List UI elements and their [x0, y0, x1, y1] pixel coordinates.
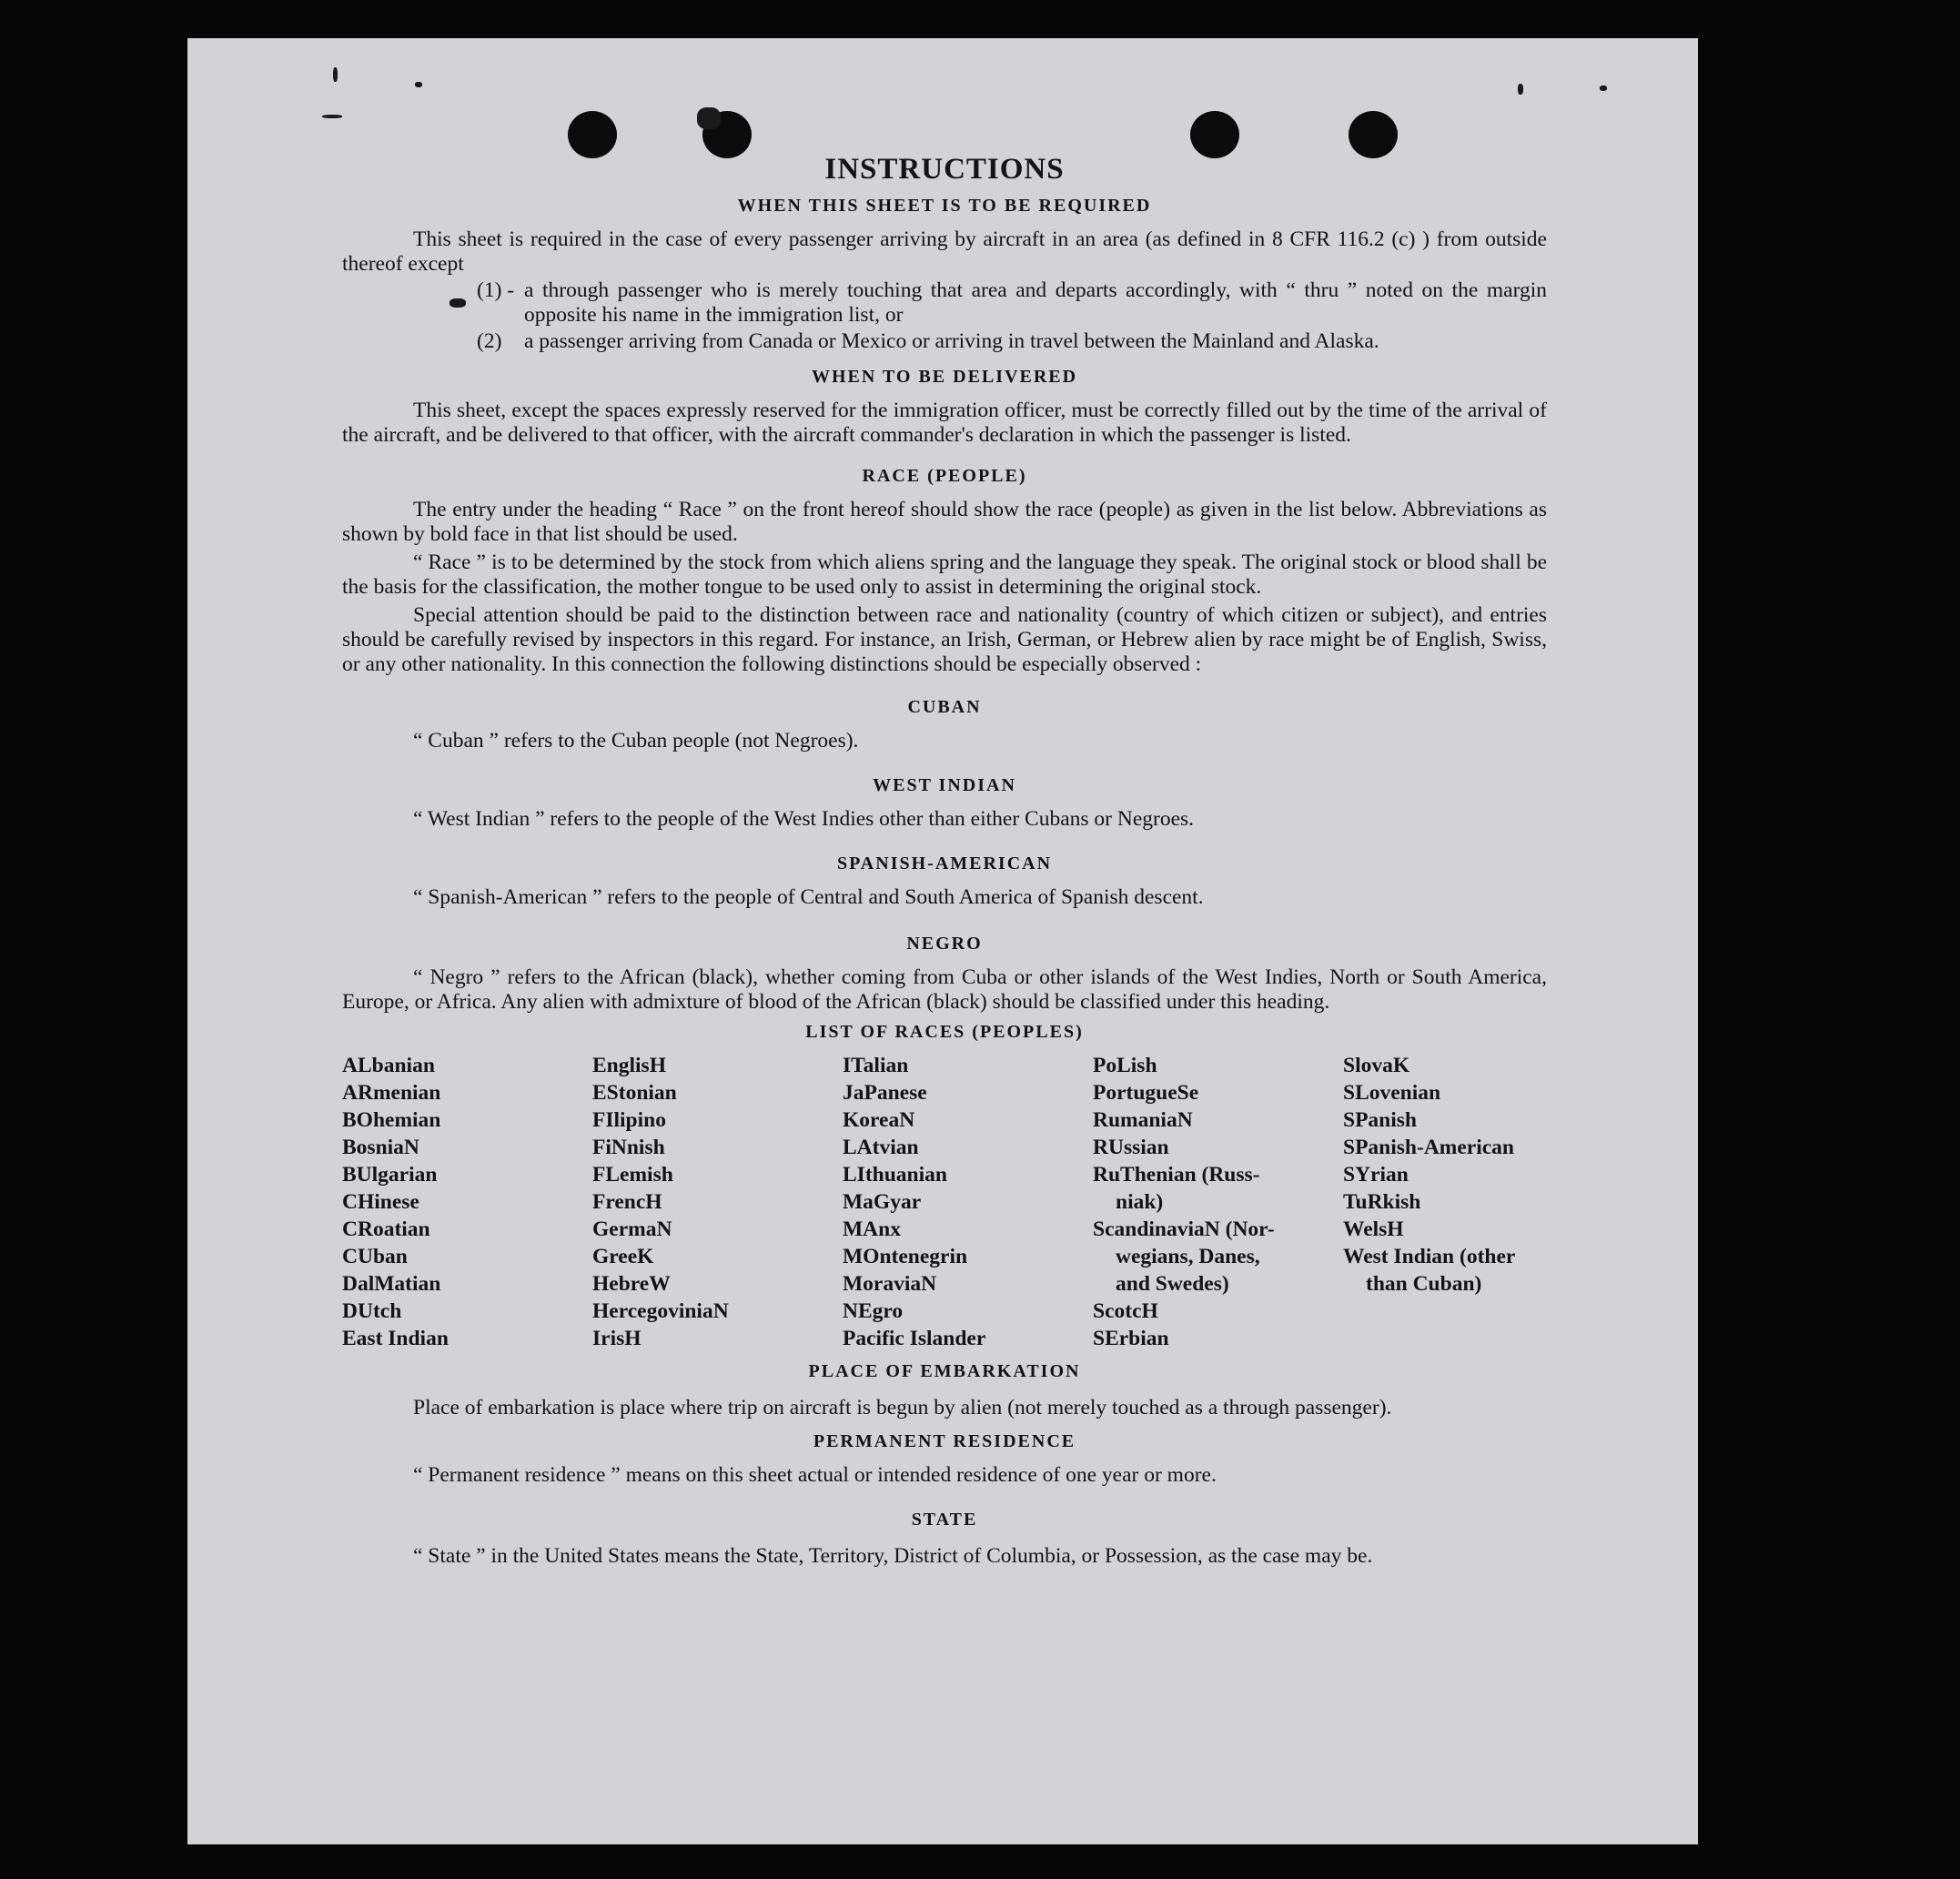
- race-entry: ALbanian: [342, 1054, 435, 1077]
- residence-text: “ Permanent residence ” means on this sheet actual or intended residence of one year or more.: [413, 1463, 1217, 1487]
- required-intro: This sheet is required in the case of every passenger arriving by aircraft in an area (as defined in 8 CFR 116.2 (c) ) from outside thereof except: [342, 227, 1547, 276]
- race-entry: IrisH: [592, 1327, 642, 1350]
- race-entry: MAnx: [843, 1217, 901, 1241]
- section-heading-required: WHEN THIS SHEET IS TO BE REQUIRED: [737, 196, 1152, 216]
- race-entry: SYrian: [1343, 1163, 1409, 1187]
- race-entry: PortugueSe: [1093, 1081, 1199, 1105]
- section-heading-embarkation: PLACE OF EMBARKATION: [808, 1361, 1081, 1381]
- race-entry: HercegoviniaN: [592, 1299, 729, 1323]
- embarkation-text: Place of embarkation is place where trip on aircraft is begun by alien (not merely touched as a through passenger).: [413, 1396, 1392, 1419]
- race-entry: RUssian: [1093, 1136, 1169, 1159]
- section-heading-residence: PERMANENT RESIDENCE: [813, 1431, 1076, 1451]
- race-entry: SErbian: [1093, 1327, 1169, 1350]
- west-indian-text: “ West Indian ” refers to the people of the West Indies other than either Cubans or Negroes.: [413, 807, 1195, 831]
- race-entry: DalMatian: [342, 1272, 441, 1296]
- ink-speck: [1518, 84, 1523, 95]
- exception-item: [342, 278, 1547, 328]
- ink-speck: [322, 115, 342, 118]
- race-entry: HebreW: [592, 1272, 671, 1296]
- section-heading-race: RACE (PEOPLE): [862, 466, 1027, 486]
- race-entry: TuRkish: [1343, 1190, 1421, 1214]
- race-entry: PoLish: [1093, 1054, 1157, 1077]
- state-text: “ State ” in the United States means the State, Territory, District of Columbia, or Possession, as the case may be.: [413, 1544, 1373, 1568]
- race-entry: SPanish: [1343, 1108, 1417, 1132]
- exception-number: (1) -: [477, 278, 515, 302]
- race-entry: MoraviaN: [843, 1272, 937, 1296]
- race-entry: RuThenian (Russ-: [1093, 1163, 1260, 1187]
- ink-speck: [1600, 86, 1607, 91]
- race-entry-continued: than Cuban): [1366, 1272, 1482, 1296]
- race-entry: RumaniaN: [1093, 1108, 1193, 1132]
- race-entry: CHinese: [342, 1190, 419, 1214]
- race-entry: MaGyar: [843, 1190, 922, 1214]
- race-entry: Pacific Islander: [843, 1327, 986, 1350]
- race-entry: ScotcH: [1093, 1299, 1158, 1323]
- delivered-text: This sheet, except the spaces expressly reserved for the immigration officer, must be correctly filled out by the time of the arrival of the aircraft, and be delivered to that officer, with the aircraft commander's declaration in which the passenger is listed.: [342, 399, 1547, 447]
- race-entry: BUlgarian: [342, 1163, 438, 1187]
- races-column: [592, 1052, 843, 1352]
- section-heading-state: STATE: [911, 1510, 978, 1530]
- race-paragraph-2: “ Race ” is to be determined by the stock from which aliens spring and the language they speak. The original stock or blood shall be the basis for the classification, the mother tongue to be used only to assist in determining the original stock.: [342, 551, 1547, 599]
- race-entry: BosniaN: [342, 1136, 419, 1159]
- spanish-american-text: “ Spanish-American ” refers to the people of Central and South America of Spanish descent.: [413, 885, 1204, 909]
- races-column: [843, 1052, 1093, 1352]
- punch-hole: [1190, 111, 1239, 158]
- race-entry: ITalian: [843, 1054, 909, 1077]
- race-entry: GreeK: [592, 1245, 654, 1268]
- section-heading-cuban: CUBAN: [907, 697, 982, 717]
- race-entry: MOntenegrin: [843, 1245, 968, 1268]
- race-entry: FIlipino: [592, 1108, 666, 1132]
- race-entry: ARmenian: [342, 1081, 441, 1105]
- races-list-heading: LIST OF RACES (PEOPLES): [805, 1022, 1084, 1042]
- ink-speck: [697, 107, 721, 129]
- race-entry: BOhemian: [342, 1108, 441, 1132]
- race-entry: SLovenian: [1343, 1081, 1441, 1105]
- race-entry: FLemish: [592, 1163, 673, 1187]
- exception-text: a passenger arriving from Canada or Mexico or arriving in travel between the Mainland and Alaska.: [524, 329, 1379, 353]
- race-entry: West Indian (other: [1343, 1245, 1516, 1268]
- negro-text: “ Negro ” refers to the African (black), whether coming from Cuba or other islands of the West Indies, North or South America, Europe, or Africa. Any alien with admixture of blood of the African (black) should be classified under this heading.: [342, 965, 1547, 1014]
- section-heading-delivered: WHEN TO BE DELIVERED: [811, 367, 1078, 387]
- race-entry: EStonian: [592, 1081, 677, 1105]
- race-entry: DUtch: [342, 1299, 402, 1323]
- race-entry: EnglisH: [592, 1054, 666, 1077]
- exception-number: (2): [477, 329, 502, 353]
- section-heading-west-indian: WEST INDIAN: [873, 775, 1016, 795]
- document-sheet: [187, 38, 1698, 1844]
- race-entry: KoreaN: [843, 1108, 915, 1132]
- race-entry-continued: wegians, Danes,: [1116, 1245, 1260, 1268]
- exception-item: [342, 329, 1547, 354]
- punch-hole: [1349, 111, 1398, 158]
- race-entry: WelsH: [1343, 1217, 1404, 1241]
- race-entry: ScandinaviaN (Nor-: [1093, 1217, 1275, 1241]
- race-entry: SPanish-American: [1343, 1136, 1514, 1159]
- section-heading-negro: NEGRO: [906, 934, 983, 954]
- race-paragraph-1: The entry under the heading “ Race ” on the front hereof should show the race (people) as given in the list below. Abbreviations as shown by bold face in that list should be used.: [342, 498, 1547, 546]
- race-entry: CUban: [342, 1245, 408, 1268]
- page-title: INSTRUCTIONS: [824, 153, 1065, 186]
- exception-text: a through passenger who is merely touching that area and departs accordingly, with “ thru ” noted on the margin opposite his name in the immigration list, or: [524, 278, 1547, 327]
- race-entry: FrencH: [592, 1190, 662, 1214]
- cuban-text: “ Cuban ” refers to the Cuban people (not Negroes).: [413, 729, 859, 753]
- race-entry: JaPanese: [843, 1081, 927, 1105]
- race-entry-continued: niak): [1116, 1190, 1164, 1214]
- race-entry: East Indian: [342, 1327, 449, 1350]
- race-paragraph-3: Special attention should be paid to the distinction between race and nationality (country of which citizen or subject), and entries should be carefully revised by inspectors in this regard. For instance, an Irish, German, or Hebrew alien by race might be of English, Swiss, or any other nationality. In this connection the following distinctions should be especially observed :: [342, 603, 1547, 676]
- races-column: [1093, 1052, 1343, 1352]
- punch-hole: [568, 111, 617, 158]
- race-entry-continued: and Swedes): [1116, 1272, 1229, 1296]
- races-column: [1343, 1052, 1571, 1352]
- race-entry: CRoatian: [342, 1217, 430, 1241]
- instructions-content: [342, 153, 1547, 1571]
- race-entry: LIthuanian: [843, 1163, 947, 1187]
- race-entry: FiNnish: [592, 1136, 665, 1159]
- ink-speck: [333, 67, 338, 82]
- race-entry: NEgro: [843, 1299, 904, 1323]
- section-heading-spanish-american: SPANISH-AMERICAN: [836, 854, 1053, 874]
- ink-speck: [415, 82, 422, 87]
- race-entry: LAtvian: [843, 1136, 919, 1159]
- race-entry: GermaN: [592, 1217, 672, 1241]
- races-list: [342, 1052, 1547, 1352]
- race-entry: SlovaK: [1343, 1054, 1410, 1077]
- races-column: [342, 1052, 592, 1352]
